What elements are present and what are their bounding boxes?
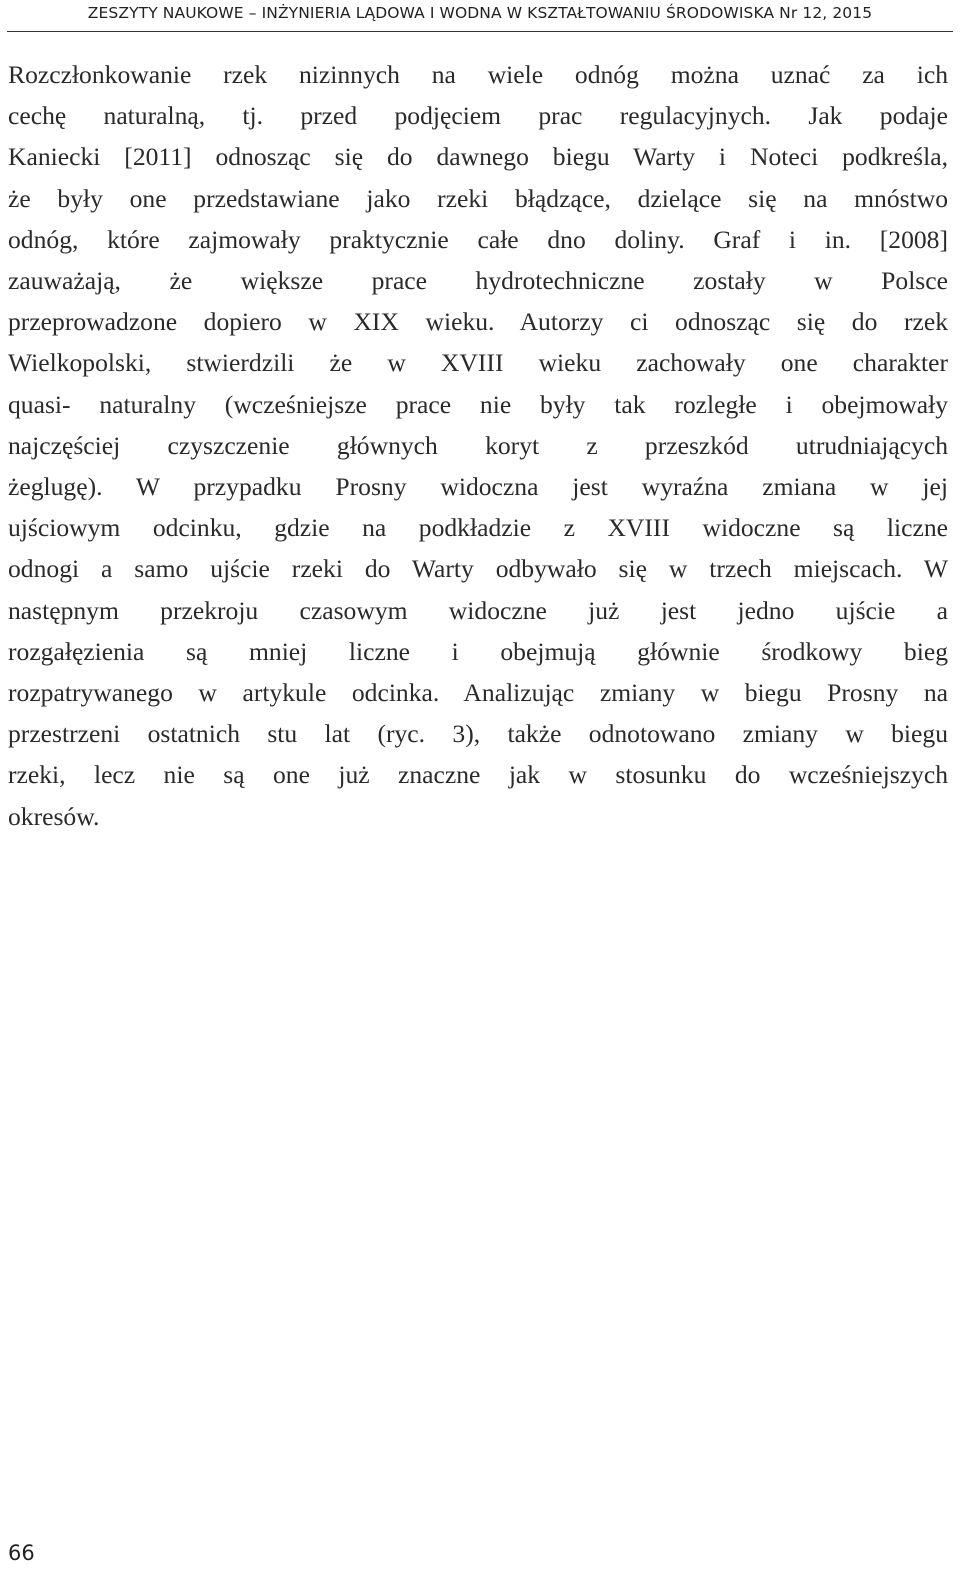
paragraph-line: quasi- naturalny (wcześniejsze prace nie były tak rozległe i obejmowały [8, 389, 948, 419]
paragraph-line: przestrzeni ostatnich stu lat (ryc. 3), także odnotowano zmiany w biegu [8, 719, 948, 749]
paragraph-line: rozgałęzienia są mniej liczne i obejmują głównie środkowy bieg [8, 636, 948, 666]
paragraph-line: rozpatrywanego w artykule odcinka. Analizując zmiany w biegu Prosny na [8, 678, 948, 708]
paragraph-line: odnóg, które zajmowały praktycznie całe dno doliny. Graf i in. [2008] [8, 224, 948, 254]
header-divider [7, 31, 953, 32]
paragraph-line: ujściowym odcinku, gdzie na podkładzie z XVIII widoczne są liczne [8, 513, 948, 543]
paragraph-line: że były one przedstawiane jako rzeki błądzące, dzielące się na mnóstwo [8, 183, 948, 213]
paragraph-line: następnym przekroju czasowym widoczne już jest jedno ujście a [8, 595, 948, 625]
paragraph-line: okresów. [8, 801, 100, 831]
paragraph-line: żeglugę). W przypadku Prosny widoczna jest wyraźna zmiana w jej [8, 472, 948, 502]
paragraph-line: cechę naturalną, tj. przed podjęciem prac regulacyjnych. Jak podaje [8, 101, 948, 131]
paragraph-line: rzeki, lecz nie są one już znaczne jak w stosunku do wcześniejszych [8, 760, 948, 790]
paragraph-line: przeprowadzone dopiero w XIX wieku. Autorzy ci odnosząc się do rzek [8, 307, 948, 337]
paragraph-line: Rozczłonkowanie rzek nizinnych na wiele odnóg można uznać za ich [8, 60, 948, 89]
paragraph-line: Kaniecki [2011] odnosząc się do dawnego biegu Warty i Noteci podkreśla, [8, 142, 948, 172]
paragraph-line: zauważają, że większe prace hydrotechniczne zostały w Polsce [8, 266, 948, 296]
paragraph-line: Wielkopolski, stwierdzili że w XVIII wieku zachowały one charakter [8, 348, 948, 378]
page-number: 66 [8, 1541, 35, 1565]
running-header: ZESZYTY NAUKOWE – INŻYNIERIA LĄDOWA I WODNA W KSZTAŁTOWANIU ŚRODOWISKA Nr 12, 2015 [87, 4, 873, 22]
paragraph-line: najczęściej czyszczenie głównych koryt z przeszkód utrudniających [8, 430, 948, 460]
paragraph-line: odnogi a samo ujście rzeki do Warty odbywało się w trzech miejscach. W [8, 554, 948, 584]
body-paragraph [8, 54, 948, 837]
